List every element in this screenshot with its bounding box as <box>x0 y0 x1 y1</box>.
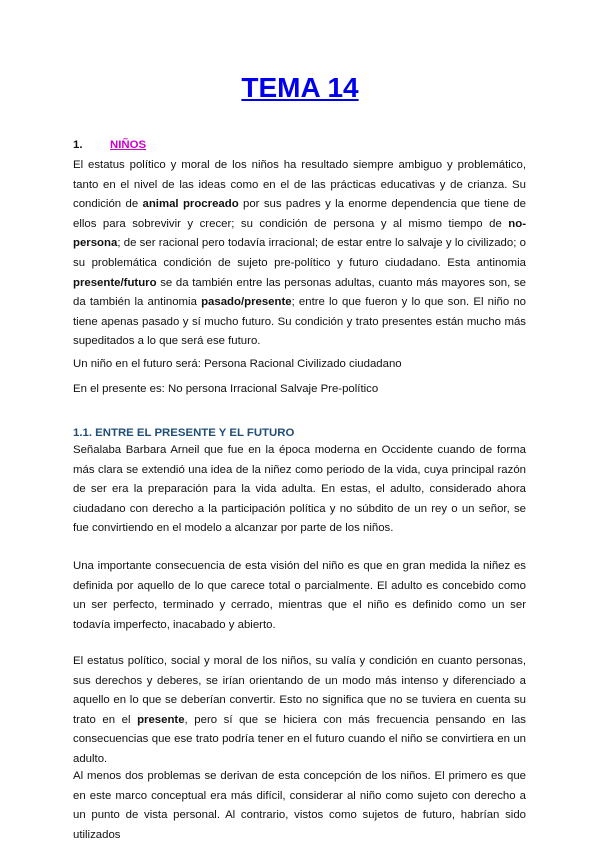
paragraph-consequence: Una importante consecuencia de esta visión del niño es que en gran medida la niñez es definida por aquello de lo que carece total o parcialmente. El adulto es concebido como un ser perfecto, terminado y cerrado, mientras que el niño es definido como un ser todavía imperfecto, inacabado y abierto. <box>73 560 526 631</box>
line-future: Un niño en el futuro será: Persona Racional Civilizado ciudadano <box>73 358 402 370</box>
text-run: ; de ser racional pero todavía irracional; de estar entre lo salvaje y lo civilizado; o su problemática condición de sujeto pre-político y futuro ciudadano. Esta antinomia <box>73 237 526 269</box>
bold-run: no-persona <box>73 217 526 250</box>
bold-run: pasado/presente <box>201 296 292 309</box>
page-title: TEMA 14 <box>241 72 359 103</box>
text-run: ; entre lo que fueron y lo que son. El niño no tiene apenas pasado y sí mucho futuro. Su condición y trato presentes están mucho más supeditados a lo que será ese futuro. <box>73 296 526 348</box>
paragraph-intro <box>73 156 526 352</box>
subsection-heading: 1.1. ENTRE EL PRESENTE Y EL FUTURO <box>73 427 295 439</box>
bold-run: presente <box>137 713 185 726</box>
text-run: se da también entre las personas adultas, cuanto más mayores son, se da también la antinomia <box>73 276 526 309</box>
section-label: NIÑOS <box>110 139 147 151</box>
paragraph-status <box>73 652 526 770</box>
paragraph-problems: Al menos dos problemas se derivan de esta concepción de los niños. El primero es que en este marco conceptual era más difícil, considerar al niño como sujeto con derecho a un punto de vista personal. Al contrario, vistos como sujetos de futuro, habrían sido utilizados <box>73 770 526 841</box>
section-heading-ninos <box>73 138 146 153</box>
text-run: El estatus político y moral de los niños ha resultado siempre ambiguo y problemático, tanto en el nivel de las ideas como en el de las prácticas educativas y de crianza. Su condición de <box>73 159 526 211</box>
paragraph-arneil: Señalaba Barbara Arneil que fue en la época moderna en Occidente cuando de forma más clara se extendió una idea de la niñez como periodo de la vida, cuya principal razón de ser era la preparación para la vida adulta. En estas, el adulto, considerado ahora ciudadano con derecho a la participación política y no súbdito de un rey o un señor, se fue convirtiendo en el modelo a alcanzar por parte de los niños. <box>73 444 526 535</box>
bold-run: animal procreado <box>142 198 239 211</box>
bold-run: presente/futuro <box>73 276 157 289</box>
text-run: por sus padres y la enorme dependencia que tiene de ellos para sobrevivir y crecer; su condición de persona y al mismo tiempo de <box>73 198 526 230</box>
section-number: 1. <box>73 139 83 151</box>
text-run: , pero sí que se hiciera con más frecuencia pensando en las consecuencias que ese trato podría tener en el futuro cuando el niño se convirtiera en un adulto. <box>73 713 526 765</box>
line-present: En el presente es: No persona Irracional Salvaje Pre-político <box>73 383 379 395</box>
text-run: El estatus político, social y moral de los niños, su valía y condición en cuanto personas, sus derechos y deberes, se irían orientando de un modo más intenso y diferenciado a aquello en lo que se deberían convertir. Esto no significa que no se tuviera en cuenta su trato en el <box>73 655 526 726</box>
